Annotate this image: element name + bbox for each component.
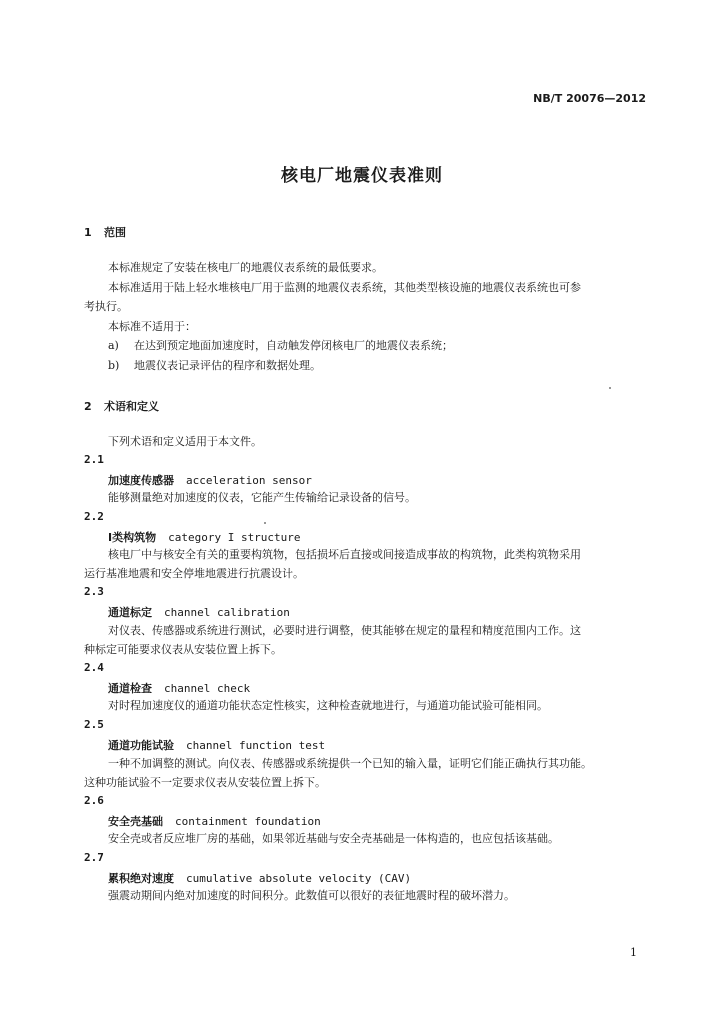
term-definition: 对仪表、传感器或系统进行测试，必要时进行调整，使其能够在规定的量程和精度范围内工作。这 [108,624,581,637]
term-chinese: I类构筑物 [108,531,157,544]
term-chinese: 通道标定 [108,606,152,619]
term-definition: 一种不加调整的测试。向仪表、传感器或系统提供一个已知的输入量，证明它们能正确执行其功能。 [108,757,592,770]
section-1-paragraph: 本标准适用于陆上轻水堆核电厂用于监测的地震仪表系统，其他类型核设施的地震仪表系统也可参 [108,281,581,294]
term-english: channel check [164,682,251,695]
term-definition: 运行基准地震和安全停堆地震进行抗震设计。 [84,567,304,580]
term-number: 2.3 [84,585,104,598]
page-number: 1 [630,946,637,959]
list-text: 在达到预定地面加速度时，自动触发停闭核电厂的地震仪表系统； [134,339,453,352]
term-number: 2.1 [84,453,104,466]
term-number: 2.2 [84,510,104,523]
term-chinese: 通道检查 [108,682,152,695]
section-1-paragraph: 本标准规定了安装在核电厂的地震仪表系统的最低要求。 [108,261,383,274]
document-title: 核电厂地震仪表准则 [281,166,443,186]
section-2-number: 2 [84,400,92,413]
term-chinese: 通道功能试验 [108,739,174,752]
term-definition: 对时程加速度仪的通道功能状态定性核实，这种检查就地进行，与通道功能试验可能相同。 [108,699,548,712]
term-definition: 强震动期间内绝对加速度的时间积分。此数值可以很好的表征地震时程的破坏潜力。 [108,889,515,902]
list-text: 地震仪表记录评估的程序和数据处理。 [134,359,321,372]
standard-number: NB/T 20076—2012 [533,92,646,105]
section-1-list-item-b [108,357,321,375]
term-number: 2.7 [84,851,104,864]
term-definition: 种标定可能要求仪表从安装位置上拆下。 [84,643,282,656]
section-2-intro: 下列术语和定义适用于本文件。 [108,435,262,448]
term-english: category I structure [168,531,301,544]
term-heading [108,529,301,545]
scan-speck [264,522,266,524]
list-marker: a) [108,339,119,352]
term-chinese: 累积绝对速度 [108,872,174,885]
section-1-title: 范围 [104,226,126,239]
term-heading [108,813,321,829]
term-heading [108,604,290,620]
term-number: 2.6 [84,794,104,807]
term-english: channel calibration [164,606,290,619]
section-1-paragraph: 本标准不适用于： [108,320,196,333]
scan-speck [609,387,611,389]
list-marker: b) [108,359,120,372]
term-heading [108,870,411,886]
term-definition: 能够测量绝对加速度的仪表，它能产生传输给记录设备的信号。 [108,491,416,504]
section-1-number: 1 [84,226,92,239]
term-english: channel function test [186,739,326,752]
term-heading [108,680,250,696]
term-number: 2.4 [84,661,104,674]
section-2-title: 术语和定义 [104,400,159,413]
section-1-paragraph: 考执行。 [84,300,128,313]
section-1-heading [84,224,126,240]
term-english: containment foundation [175,815,321,828]
section-1-list-item-a [108,337,453,355]
term-definition: 这种功能试验不一定要求仪表从安装位置上拆下。 [84,776,326,789]
term-english: acceleration sensor [186,474,312,487]
term-number: 2.5 [84,718,104,731]
term-heading [108,737,325,753]
term-chinese: 安全壳基础 [108,815,163,828]
term-definition: 安全壳或者反应堆厂房的基础，如果邻近基础与安全壳基础是一体构造的，也应包括该基础。 [108,832,559,845]
term-chinese: 加速度传感器 [108,474,174,487]
section-2-heading [84,398,159,414]
term-heading [108,472,312,488]
term-english: cumulative absolute velocity (CAV) [186,872,412,885]
term-definition: 核电厂中与核安全有关的重要构筑物，包括损坏后直接或间接造成事故的构筑物，此类构筑物采用 [108,548,581,561]
